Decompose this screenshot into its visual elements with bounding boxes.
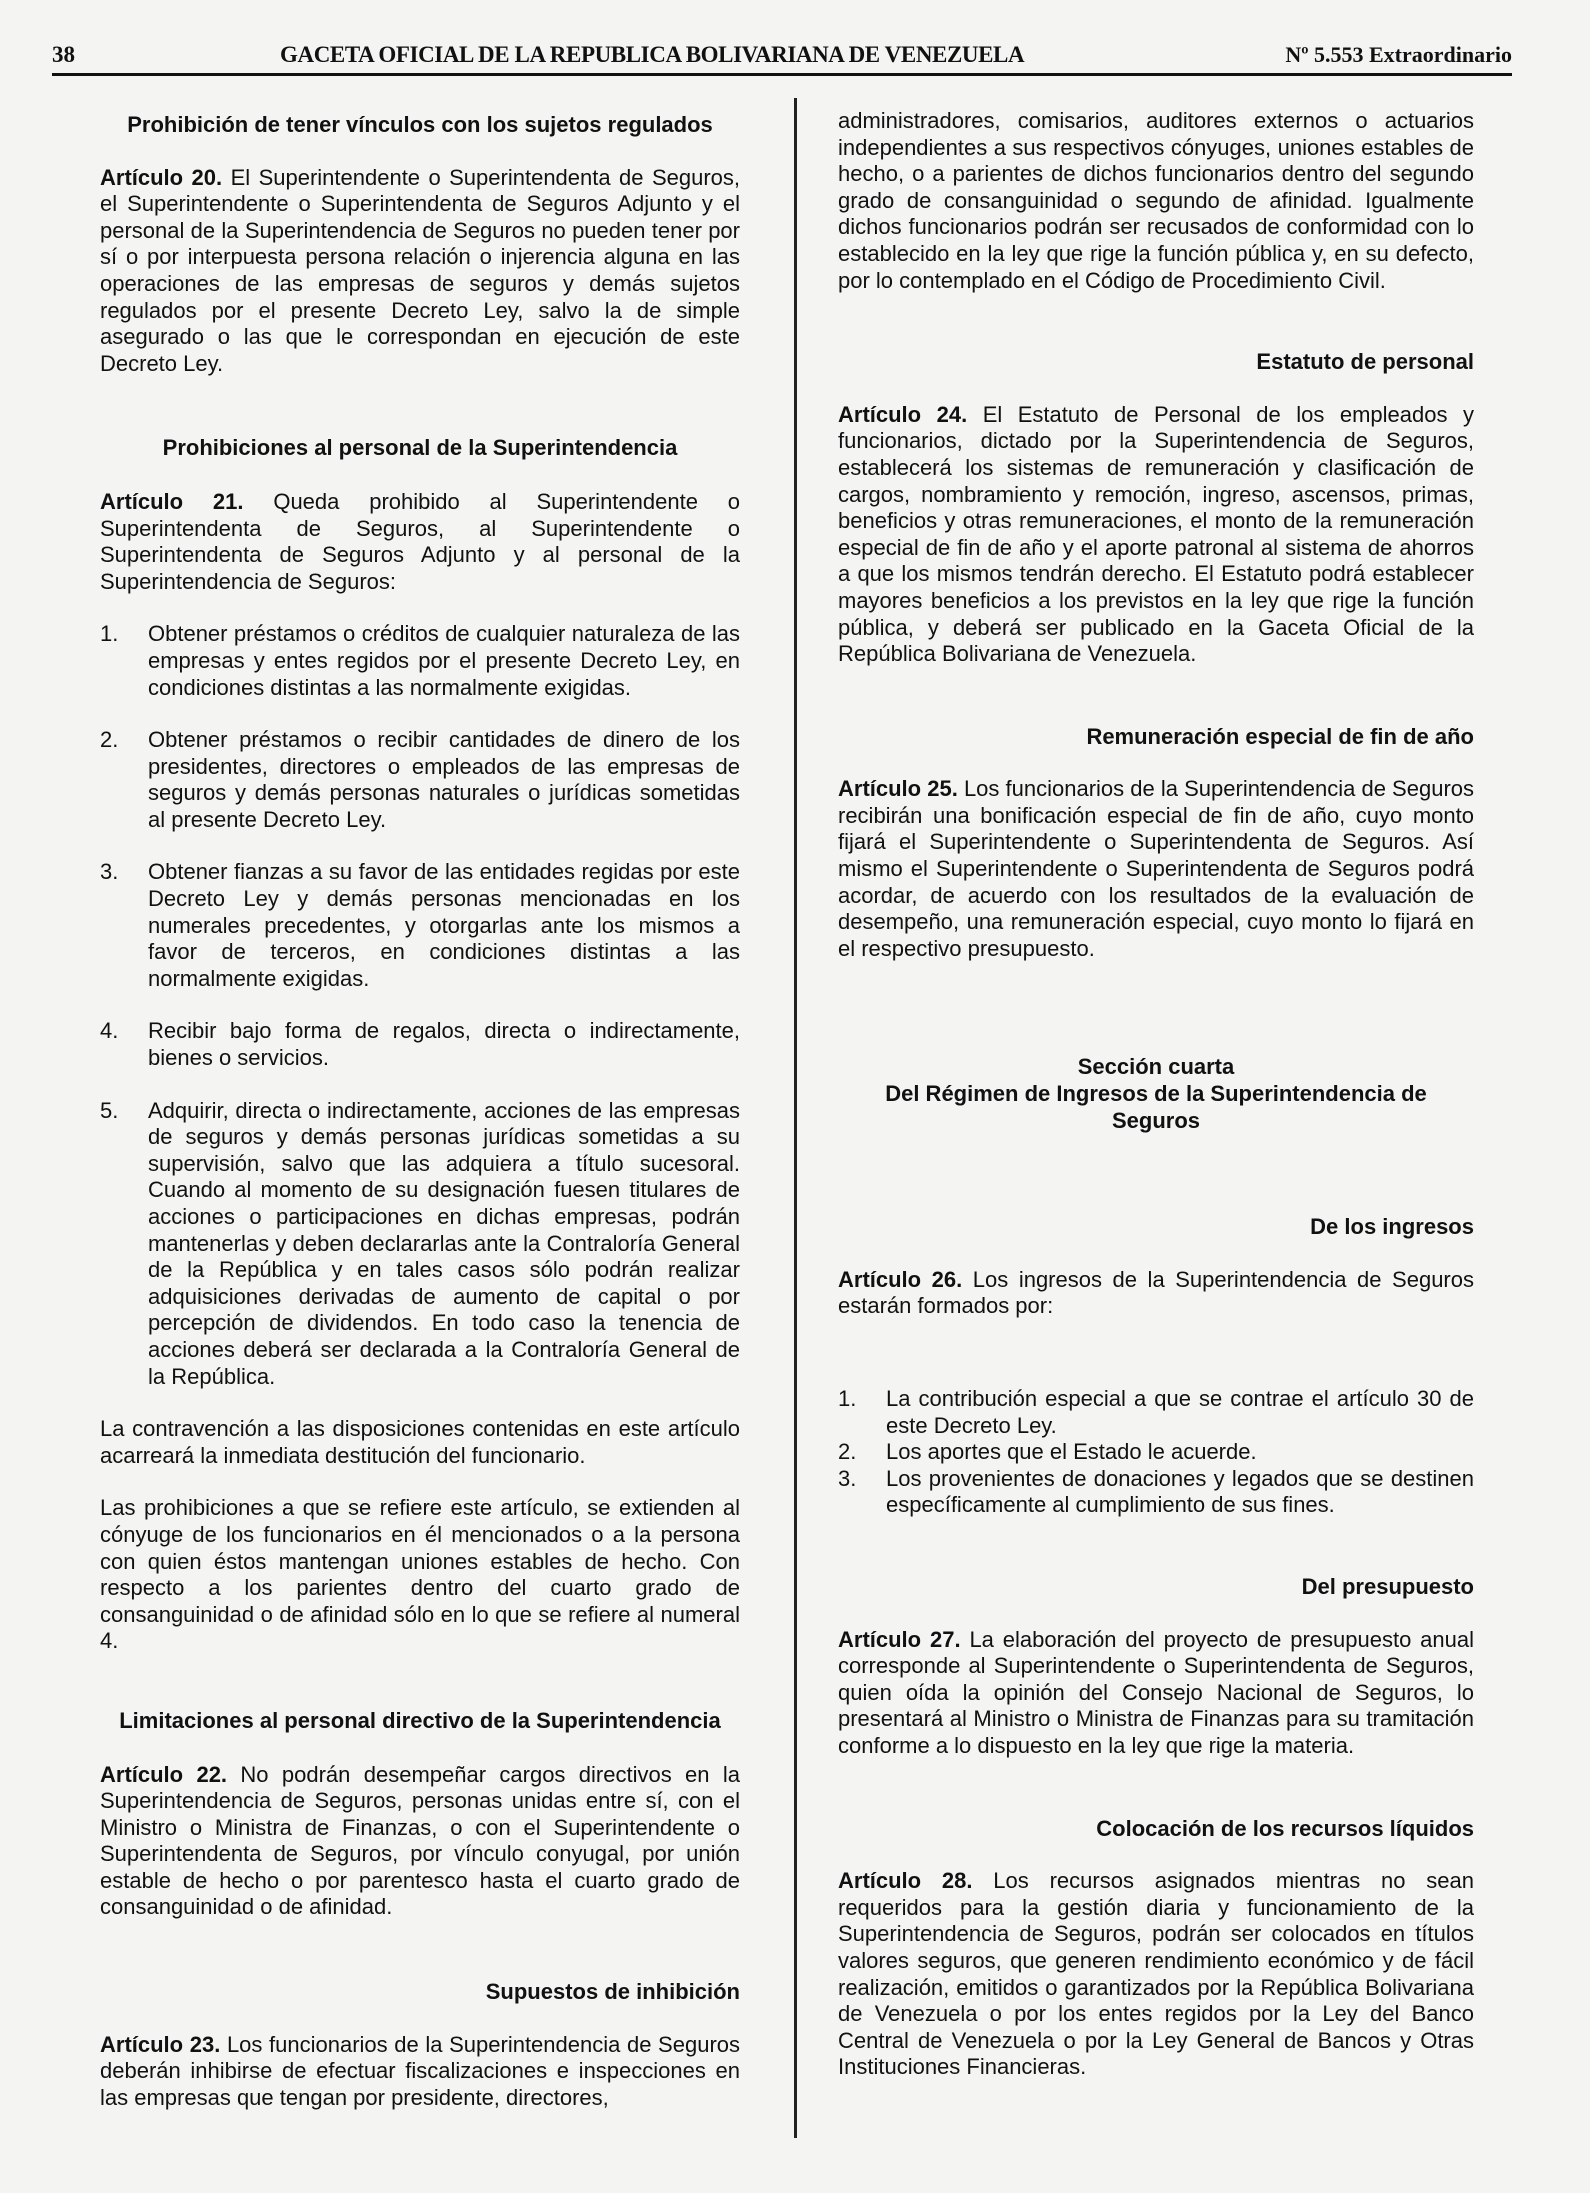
article-24 (838, 402, 1474, 668)
article-27-text: La elaboración del proyecto de presupuesto anual corresponde al Superintendente o Superintendenta de Seguros, quien oída la opinión del Consejo Nacional de Seguros, lo presentará al Ministro o Ministra de Finanzas para su tramitación conforme a lo dispuesto en la ley que rige la materia. (838, 1626, 1474, 1758)
heading-article-27: Del presupuesto (1301, 1573, 1474, 1599)
article-27 (838, 1627, 1474, 1760)
heading-article-24: Estatuto de personal (1256, 349, 1474, 375)
article-26-label: Artículo 26. (838, 1266, 963, 1292)
article-21-paragraph-1: La contravención a las disposiciones contenidas en este artículo acarreará la inmediata destitución del funcionario. (100, 1416, 740, 1468)
article-24-text: El Estatuto de Personal de los empleados y funcionarios, dictado por la Superintendencia de Seguros, establecerá los sistemas de remuneración y clasificación de cargos, nombramiento y remoción, ingreso, ascensos, primas, beneficios y otras remuneraciones, el monto de la remuneración especial de fin de año y el aporte patronal al sistema de ahorros a que los mismos tendrán derecho. El Estatuto podrá establecer mayores beneficios a los previstos en la ley que rige la función pública, y deberá ser publicado en la Gaceta Oficial de la República Bolivariana de Venezuela. (838, 401, 1474, 667)
page-header (52, 36, 1512, 76)
list-item: 4. Recibir bajo forma de regalos, directa o indirectamente, bienes o servicios. (100, 1018, 740, 1071)
article-25-text: Los funcionarios de la Superintendencia de Seguros recibirán una bonificación especial de fin de año, cuyo monto fijará el Superintendente o Superintendenta de Seguros. Así mismo el Superintendente o Superintendenta de Seguros podrá acordar, de acuerdo con los resultados de la evaluación de desempeño, una remuneración especial, cuyo monto lo fijará en el respectivo presupuesto. (838, 776, 1474, 961)
list-item: 2. Obtener préstamos o recibir cantidades de dinero de los presidentes, directores o empleados de las empresas de seguros y demás personas naturales o jurídicas sometidas al presente Decreto Ley. (100, 727, 740, 832)
article-20-text: El Superintendente o Superintendenta de Seguros, el Superintendente o Superintendenta de Seguros Adjunto y el personal de la Superintendencia de Seguros no pueden tener por sí o por interpuesta persona relación o injerencia alguna en las operaciones de las empresas de seguros y demás sujetos regulados por el presente Decreto Ley, salvo la de simple asegurado o las que le correspondan en ejecución de este Decreto Ley. (100, 164, 740, 376)
article-23-text: Los funcionarios de la Superintendencia de Seguros deberán inhibirse de efectuar fiscalizaciones e inspecciones en las empresas que tengan por presidente, directores, (100, 2031, 740, 2110)
section-title (838, 1054, 1474, 1134)
left-column (100, 108, 740, 2111)
list-item: 3. Los provenientes de donaciones y legados que se destinen específicamente al cumplimiento de sus fines. (838, 1465, 1474, 1518)
article-23 (100, 2032, 740, 2112)
issue-number: Nº 5.553 Extraordinario (1285, 42, 1512, 67)
section-name: Del Régimen de Ingresos de la Superintendencia de Seguros (885, 1081, 1427, 1133)
article-26-list (838, 1386, 1474, 1519)
header-rule (52, 73, 1512, 76)
article-23-label: Artículo 23. (100, 2031, 221, 2057)
column-divider (794, 98, 797, 2138)
article-27-label: Artículo 27. (838, 1626, 961, 1652)
list-item: 2. Los aportes que el Estado le acuerde. (838, 1439, 1257, 1465)
article-28-text: Los recursos asignados mientras no sean requeridos para la gestión diaria y funcionamiento de la Superintendencia de Seguros, podrán ser colocados en títulos valores seguros, que generen rendimiento económico y de fácil realización, emitidos o garantizados por la República Bolivariana de Venezuela o por los entes regidos por la Ley del Banco Central de Venezuela o por la Ley General de Bancos y Otras Instituciones Financieras. (838, 1868, 1474, 2080)
article-21-label: Artículo 21. (100, 488, 244, 514)
heading-article-20: Prohibición de tener vínculos con los sujetos regulados (127, 112, 713, 137)
article-21-paragraph-2: Las prohibiciones a que se refiere este artículo, se extienden al cónyuge de los funcionarios en él mencionados o a la persona con quien éstos mantengan uniones estables de hecho. Con respecto a los parientes dentro del cuarto grado de consanguinidad o de afinidad sólo en lo que se refiere al numeral 4. (100, 1495, 740, 1654)
right-column (838, 108, 1474, 2081)
heading-article-22: Limitaciones al personal directivo de la Superintendencia (119, 1707, 721, 1733)
heading-article-21: Prohibiciones al personal de la Superintendencia (162, 435, 678, 461)
list-item: 1. La contribución especial a que se contrae el artículo 30 de este Decreto Ley. (838, 1386, 1474, 1438)
article-28-label: Artículo 28. (838, 1868, 973, 1894)
heading-article-25: Remuneración especial de fin de año (1086, 723, 1474, 749)
article-21 (100, 489, 740, 595)
article-20 (100, 165, 740, 378)
heading-article-26: De los ingresos (1310, 1214, 1474, 1240)
article-21-list (100, 621, 740, 1390)
article-20-label: Artículo 20. (100, 164, 223, 190)
article-21-text: Queda prohibido al Superintendente o Superintendenta de Seguros, al Superintendente o Superintendenta de Seguros Adjunto y al personal de la Superintendencia de Seguros: (100, 488, 740, 594)
article-22-label: Artículo 22. (100, 1761, 228, 1787)
article-25-label: Artículo 25. (838, 776, 958, 802)
article-22-text: No podrán desempeñar cargos directivos en la Superintendencia de Seguros, personas unidas entre sí, con el Ministro o Ministra de Finanzas, o con el Superintendente o Superintendenta de Seguros, por vínculo conyugal, por unión estable de hecho o por parentesco hasta el cuarto grado de consanguinidad o de afinidad. (100, 1761, 741, 1920)
article-22 (100, 1762, 740, 1922)
heading-article-23: Supuestos de inhibición (485, 1979, 740, 2005)
section-number: Sección cuarta (1077, 1054, 1235, 1080)
list-item: 5. Adquirir, directa o indirectamente, acciones de las empresas de seguros y demás personas jurídicas sometidas a su supervisión, salvo que las adquiera a título sucesoral. Cuando al momento de su designación fuesen titulares de acciones o participaciones en dichas empresas, podrán mantenerlas y deben declararlas ante la Contraloría General de la República y en tales casos sólo podrán realizar adquisiciones derivadas de aumento de capital o por percepción de dividendos. En todo caso la tenencia de acciones deberá ser declarada a la Contraloría General de la República. (100, 1097, 740, 1389)
article-26 (838, 1267, 1474, 1320)
article-26-text: Los ingresos de la Superintendencia de Seguros estarán formados por: (838, 1266, 1474, 1319)
list-item: 1. Obtener préstamos o créditos de cualquier naturaleza de las empresas y entes regidos por el presente Decreto Ley, en condiciones distintas a las normalmente exigidas. (100, 621, 740, 700)
article-25 (838, 776, 1474, 962)
page-number: 38 (52, 42, 75, 67)
article-23-continuation: administradores, comisarios, auditores externos o actuarios independientes a sus respectivos cónyuges, uniones estables de hecho, o a parientes de dichos funcionarios dentro del segundo grado de consanguinidad o segundo de afinidad. Igualmente dichos funcionarios podrán ser recusados de conformidad con lo establecido en la ley que rige la función pública y, en su defecto, por lo contemplado en el Código de Procedimiento Civil. (838, 108, 1474, 293)
list-item: 3. Obtener fianzas a su favor de las entidades regidas por este Decreto Ley y demás personas mencionadas en los numerales precedentes, y otorgarlas ante los mismos a favor de terceros, en condiciones distintas a las normalmente exigidas. (100, 859, 740, 991)
publication-title: GACETA OFICIAL DE LA REPUBLICA BOLIVARIANA DE VENEZUELA (280, 42, 1025, 67)
heading-article-28: Colocación de los recursos líquidos (1096, 1815, 1474, 1841)
article-24-label: Artículo 24. (838, 401, 968, 427)
article-28 (838, 1868, 1474, 2081)
